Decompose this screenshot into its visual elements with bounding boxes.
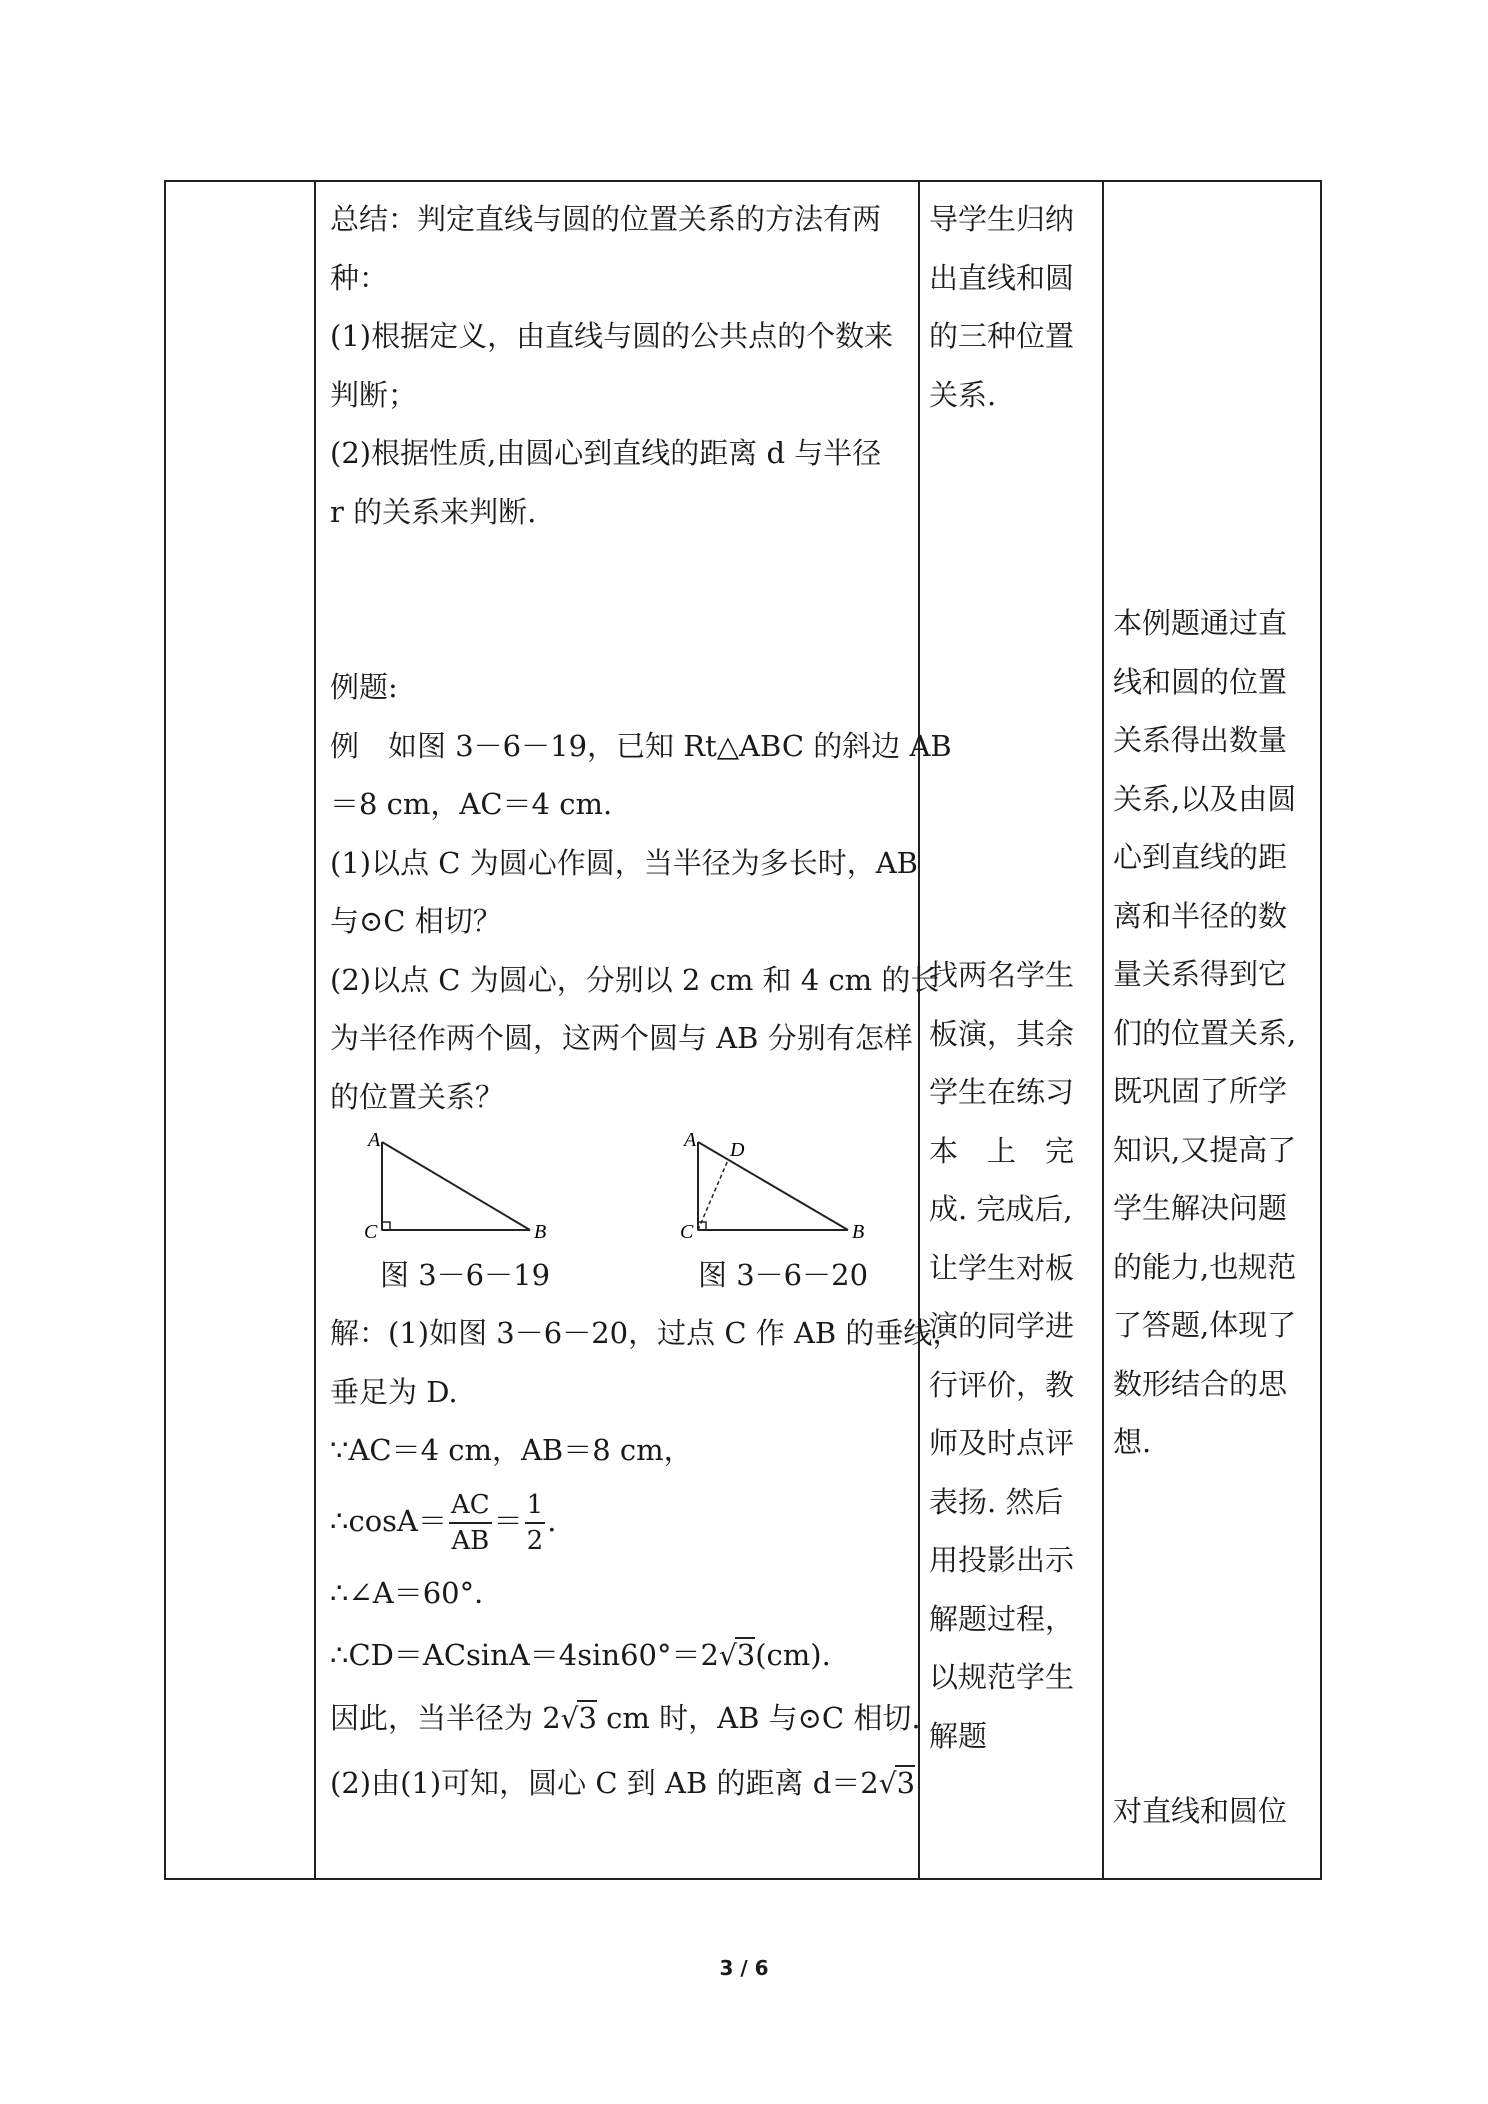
activity-column (929, 190, 1103, 424)
figures (330, 1126, 924, 1246)
vertex-label: B (534, 1221, 547, 1243)
summary-line: (1)根据定义，由直线与圆的公共点的个数来 (330, 319, 894, 353)
figure-captions (330, 1246, 924, 1304)
example-line: 例 如图 3－6－19，已知 Rt△ABC 的斜边 AB (330, 728, 952, 763)
activity-line: 用投影出示 (929, 1543, 1075, 1577)
solution-line: 垂足为 D. (330, 1374, 458, 1409)
solution-line: ∵AC＝4 cm，AB＝8 cm， (330, 1433, 693, 1467)
example-line: 为半径作两个圆，这两个圆与 AB 分别有怎样 (330, 1021, 913, 1055)
fraction: $\frac{1}{2}$ (526, 1489, 544, 1556)
activity-line: 解题 (929, 1718, 988, 1753)
example-block (330, 658, 952, 1126)
activity-line: 导学生归纳 (929, 202, 1075, 236)
solution-line-cd: ∴CD＝ACsinA＝4sin60°＝2√3(cm). (330, 1637, 831, 1672)
example-line: 与⊙C 相切？ (330, 904, 502, 938)
activity-line: 本 上 完 (929, 1133, 1075, 1168)
intent-line: 心到直线的距 (1113, 840, 1288, 874)
caption-fig-3-6-19: 图 3－6－19 (380, 1258, 551, 1292)
intent-line: 关系,以及由圆 (1113, 781, 1297, 816)
intent-line: 数形结合的思 (1113, 1366, 1288, 1401)
intent-line: 关系得出数量 (1113, 723, 1288, 757)
intent-line: 本例题通过直 (1113, 606, 1288, 640)
summary-block (330, 190, 924, 541)
intent-line: 线和圆的位置 (1113, 664, 1288, 699)
intent-column (1113, 594, 1313, 1472)
activity-line: 演的同学进 (929, 1309, 1075, 1343)
activity-line: 找两名学生 (929, 958, 1075, 992)
intent-line: 们的位置关系, (1113, 1015, 1297, 1050)
intent-line: 量关系得到它 (1113, 957, 1288, 991)
vertex-label: C (680, 1221, 694, 1243)
intent-line: 了答题,体现了 (1113, 1308, 1297, 1342)
activity-line: 师及时点评 (929, 1426, 1075, 1460)
vertex-label: A (368, 1129, 381, 1151)
intent-line: 的能力,也规范 (1113, 1249, 1297, 1284)
summary-line: 种： (330, 260, 389, 295)
activity-line: 出直线和圆 (929, 260, 1075, 295)
solution-line-part2: (2)由(1)可知，圆心 C 到 AB 的距离 d＝2√3 (330, 1765, 916, 1800)
vertex-label: D (730, 1139, 745, 1161)
activity-line: 以规范学生 (929, 1660, 1075, 1694)
example-line: (1)以点 C 为圆心作圆，当半径为多长时，AB (330, 845, 918, 880)
intent-line: 想. (1113, 1425, 1152, 1459)
activity-line: 行评价，教 (929, 1367, 1075, 1402)
intent-line: 学生解决问题 (1113, 1191, 1288, 1225)
activity-line: 关系. (929, 377, 997, 412)
activity-line: 成. 完成后, (929, 1192, 1073, 1226)
summary-line: (2)根据性质,由圆心到直线的距离 d 与半径 (330, 436, 882, 470)
intent-column-bottom (1113, 1782, 1313, 1841)
column-divider (314, 182, 316, 1878)
page-number: 3 / 6 (719, 1956, 769, 1980)
summary-line: 判断； (330, 377, 418, 412)
intent-line: 既巩固了所学 (1113, 1074, 1288, 1108)
activity-line: 板演，其余 (929, 1016, 1075, 1051)
activity-line: 解题过程， (929, 1601, 1075, 1636)
fraction: $\frac{AC}{AB}$ (450, 1489, 490, 1556)
solution-line: ∴∠A＝60°． (330, 1575, 504, 1610)
figure-3-6-20 (680, 1129, 864, 1243)
activity-line: 表扬. 然后 (929, 1484, 1064, 1519)
solution-line: 解：(1)如图 3－6－20，过点 C 作 AB 的垂线， (330, 1316, 962, 1350)
example-line: 的位置关系？ (330, 1079, 505, 1114)
caption-fig-3-6-20: 图 3－6－20 (698, 1258, 869, 1292)
vertex-label: C (364, 1221, 378, 1243)
activity-line: 的三种位置 (929, 319, 1075, 353)
summary-line: 总结：判定直线与圆的位置关系的方法有两 (330, 202, 882, 236)
example-line: ＝8 cm，AC＝4 cm. (330, 787, 613, 821)
intent-line: 离和半径的数 (1113, 898, 1288, 933)
triangle-figures (330, 1126, 890, 1246)
vertex-label: B (852, 1221, 865, 1243)
activity-line: 学生在练习 (929, 1075, 1075, 1109)
example-line: (2)以点 C 为圆心，分别以 2 cm 和 4 cm 的长 (330, 962, 940, 997)
activity-line: 让学生对板 (929, 1250, 1075, 1285)
solution-line-cos: ∴cosA＝ $\frac{AC}{AB}$ ＝ $\frac{1}{2}$ . (330, 1489, 557, 1556)
vertex-label: A (684, 1129, 697, 1151)
intent-line: 知识,又提高了 (1113, 1132, 1297, 1167)
lesson-table (164, 180, 1322, 1880)
solution-line-conclusion: 因此，当半径为 2√3 cm 时，AB 与⊙C 相切. (330, 1700, 921, 1735)
figure-3-6-19 (364, 1129, 546, 1243)
summary-line: r 的关系来判断. (330, 494, 537, 529)
intent-line: 对直线和圆位 (1113, 1794, 1288, 1828)
example-line: 例题: (330, 670, 398, 704)
activity-column-2 (929, 946, 1103, 1765)
